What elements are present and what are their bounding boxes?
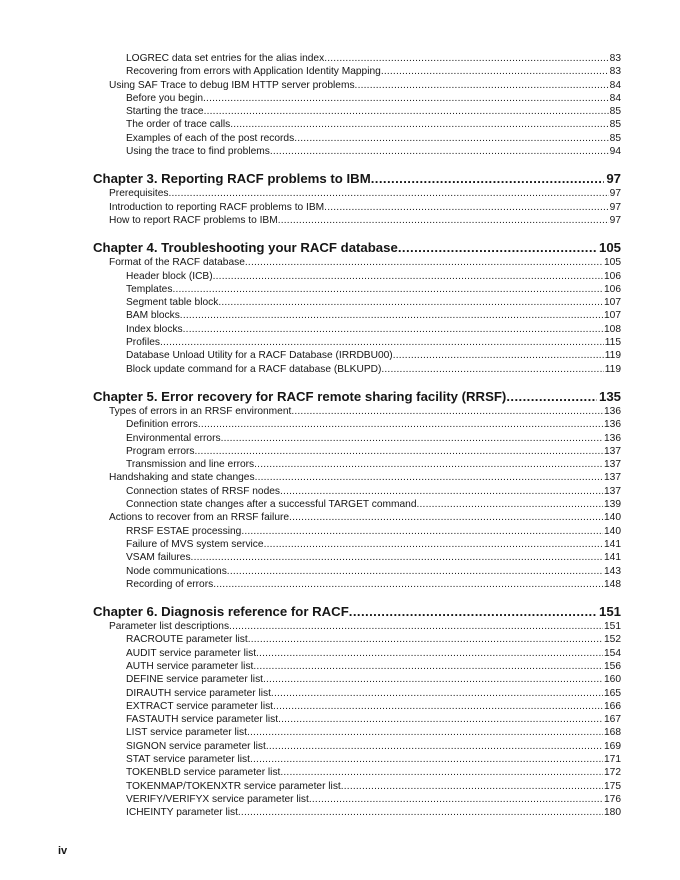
toc-entry-page: 97 [609,214,621,226]
toc-entry-page: 137 [604,485,621,497]
toc-entry-page: 94 [609,146,621,158]
dot-leader [204,105,609,118]
toc-entry-page: 167 [604,714,621,726]
toc-entry-page: 119 [604,350,621,362]
toc-entry-title: Node communications [126,565,227,577]
toc-entry-title: Transmission and line errors [126,459,255,471]
toc-entry-page: 139 [604,499,621,511]
chapter-spacer [93,591,621,604]
toc-entry[interactable] [93,766,621,779]
table-of-contents [93,52,621,820]
toc-entry-title: Connection states of RRSF nodes [126,485,281,497]
toc-entry-title: SIGNON service parameter list [126,740,266,752]
toc-entry-title: Handshaking and state changes [109,472,255,484]
toc-entry-page: 105 [604,257,621,269]
toc-entry-page: 171 [604,754,621,766]
toc-entry-page: 137 [604,445,621,457]
toc-entry-page: 135 [598,388,621,404]
toc-chapter-entry[interactable] [93,604,621,620]
toc-entry-title: Before you begin [126,92,204,104]
toc-entry[interactable] [93,336,621,349]
toc-entry-title: Environmental errors [126,432,221,444]
dot-leader [278,214,609,227]
toc-entry-page: 151 [598,604,621,620]
dot-leader [248,633,603,646]
dot-leader [264,538,603,551]
dot-leader [398,240,597,256]
dot-leader [191,551,603,564]
dot-leader [247,726,603,739]
toc-entry-page: 152 [604,634,621,646]
dot-leader [280,766,603,779]
toc-entry-page: 140 [604,525,621,537]
toc-entry-title: EXTRACT service parameter list [126,700,274,712]
dot-leader [241,525,603,538]
toc-entry-title: Chapter 5. Error recovery for RACF remote sharing facility (RRSF) [93,388,507,404]
toc-entry-title: Program errors [126,445,195,457]
toc-entry[interactable] [93,538,621,551]
toc-entry-title: BAM blocks [126,310,180,322]
dot-leader [221,432,603,445]
toc-entry-page: 165 [604,687,621,699]
toc-entry-title: AUDIT service parameter list [126,647,257,659]
toc-entry[interactable] [93,92,621,105]
toc-entry-title: Starting the trace [126,106,204,118]
toc-entry-title: Recovering from errors with Application Identity Mapping [126,66,381,78]
toc-entry-title: Definition errors [126,419,198,431]
toc-entry-page: 85 [609,132,621,144]
toc-entry-title: RACROUTE parameter list [126,634,248,646]
toc-entry-page: 137 [604,459,621,471]
toc-entry[interactable] [93,65,621,78]
toc-entry-page: 154 [604,647,621,659]
dot-leader [263,673,603,686]
dot-leader [280,485,603,498]
toc-entry[interactable] [93,418,621,431]
toc-entry-title: RRSF ESTAE processing [126,525,242,537]
chapter-spacer [93,376,621,389]
toc-entry-page: 84 [609,79,621,91]
dot-leader [203,92,609,105]
dot-leader [256,647,603,660]
toc-entry-page: 106 [604,283,621,295]
dot-leader [172,283,603,296]
toc-entry[interactable] [93,52,621,65]
toc-entry-page: 160 [604,674,621,686]
dot-leader [195,445,604,458]
toc-entry-title: Block update command for a RACF database (BLKUPD) [126,363,382,375]
toc-chapter-entry[interactable] [93,171,621,187]
dot-leader [381,363,603,376]
toc-entry[interactable] [93,726,621,739]
toc-entry-title: Profiles [126,337,160,349]
toc-entry-page: 180 [604,807,621,819]
toc-entry-page: 136 [604,405,621,417]
toc-entry-title: Chapter 6. Diagnosis reference for RACF [93,604,349,620]
toc-entry-page: 136 [604,432,621,444]
dot-leader [324,201,608,214]
toc-entry-page: 172 [604,767,621,779]
dot-leader [213,578,603,591]
dot-leader [253,660,603,673]
toc-entry-page: 106 [604,270,621,282]
toc-entry[interactable] [93,118,621,131]
toc-entry[interactable] [93,578,621,591]
toc-entry[interactable] [93,753,621,766]
toc-entry-title: Chapter 3. Reporting RACF problems to IBM [93,171,371,187]
toc-entry-page: 143 [604,565,621,577]
dot-leader [417,498,604,511]
toc-chapter-entry[interactable] [93,240,621,256]
toc-entry[interactable] [93,660,621,673]
toc-entry[interactable] [93,349,621,362]
toc-entry-title: Format of the RACF database [109,257,245,269]
dot-leader [198,418,603,431]
toc-entry-page: 141 [604,552,621,564]
toc-entry-title: VERIFY/VERIFYX service parameter list [126,793,309,805]
toc-entry-page: 97 [609,188,621,200]
toc-entry-title: Using SAF Trace to debug IBM HTTP server problems [109,79,355,91]
dot-leader [341,780,603,793]
toc-entry-title: Segment table block [126,297,219,309]
toc-entry[interactable] [93,511,621,524]
toc-entry[interactable] [93,105,621,118]
toc-entry-title: DIRAUTH service parameter list [126,687,271,699]
toc-entry-page: 107 [604,310,621,322]
toc-entry-title: DEFINE service parameter list [126,674,263,686]
dot-leader [381,65,609,78]
toc-entry-page: 166 [604,700,621,712]
toc-entry[interactable] [93,471,621,484]
dot-leader [227,565,603,578]
toc-entry-page: 168 [604,727,621,739]
toc-entry[interactable] [93,633,621,646]
dot-leader [270,145,609,158]
toc-entry-title: AUTH service parameter list [126,660,254,672]
toc-entry[interactable] [93,458,621,471]
dot-leader [168,187,608,200]
toc-entry-page: 140 [604,512,621,524]
dot-leader [349,604,597,620]
dot-leader [160,336,604,349]
toc-entry-page: 148 [604,578,621,590]
toc-entry[interactable] [93,214,621,227]
toc-entry-title: Parameter list descriptions [109,621,230,633]
toc-entry[interactable] [93,79,621,92]
toc-entry[interactable] [93,323,621,336]
toc-entry-page: 85 [609,119,621,131]
toc-entry-title: Introduction to reporting RACF problems to IBM [109,201,325,213]
toc-entry-title: VSAM failures [126,552,191,564]
toc-entry-page: 119 [604,363,621,375]
toc-entry[interactable] [93,806,621,819]
toc-entry[interactable] [93,145,621,158]
toc-entry-page: 151 [604,621,621,633]
toc-entry-page: 97 [609,201,621,213]
toc-entry[interactable] [93,432,621,445]
toc-entry-title: Recording of errors [126,578,214,590]
chapter-spacer [93,227,621,240]
toc-entry[interactable] [93,525,621,538]
toc-entry-page: 137 [604,472,621,484]
toc-entry-page: 176 [604,793,621,805]
toc-entry-title: Header block (ICB) [126,270,213,282]
toc-entry-title: TOKENMAP/TOKENXTR service parameter list [126,780,341,792]
toc-entry-title: Database Unload Utility for a RACF Database (IRRDBU00) [126,350,393,362]
toc-entry[interactable] [93,780,621,793]
toc-entry-page: 136 [604,419,621,431]
toc-entry-title: TOKENBLD service parameter list [126,767,281,779]
toc-entry-title: FASTAUTH service parameter list [126,714,279,726]
dot-leader [393,349,604,362]
toc-entry-page: 175 [604,780,621,792]
toc-entry[interactable] [93,296,621,309]
toc-entry[interactable] [93,270,621,283]
toc-entry[interactable] [93,283,621,296]
dot-leader [183,323,603,336]
toc-entry-title: How to report RACF problems to IBM [109,214,278,226]
toc-entry-page: 97 [606,171,621,187]
toc-entry-title: Types of errors in an RRSF environment [109,405,292,417]
toc-entry[interactable] [93,445,621,458]
toc-entry-title: Prerequisites [109,188,169,200]
page-number: iv [58,845,68,857]
toc-entry-page: 83 [609,66,621,78]
toc-entry[interactable] [93,187,621,200]
toc-entry-title: Templates [126,283,173,295]
toc-entry-page: 156 [604,660,621,672]
dot-leader [245,256,603,269]
toc-entry-title: ICHEINTY parameter list [126,807,238,819]
dot-leader [254,458,603,471]
toc-entry[interactable] [93,687,621,700]
dot-leader [230,118,608,131]
toc-entry[interactable] [93,551,621,564]
toc-entry-page: 115 [604,337,621,349]
dot-leader [213,270,603,283]
dot-leader [278,713,603,726]
dot-leader [255,471,603,484]
toc-entry-title: The order of trace calls [126,119,231,131]
dot-leader [506,389,597,405]
toc-chapter-entry[interactable] [93,389,621,405]
toc-entry[interactable] [93,485,621,498]
toc-entry[interactable] [93,673,621,686]
dot-leader [289,511,603,524]
toc-entry-title: Examples of each of the post records [126,132,295,144]
toc-entry-page: 107 [604,297,621,309]
toc-entry[interactable] [93,256,621,269]
toc-entry-page: 84 [609,92,621,104]
dot-leader [273,700,603,713]
dot-leader [324,52,608,65]
dot-leader [266,740,603,753]
toc-entry[interactable] [93,201,621,214]
toc-entry[interactable] [93,793,621,806]
toc-entry[interactable] [93,620,621,633]
toc-entry[interactable] [93,309,621,322]
toc-entry[interactable] [93,647,621,660]
toc-entry-page: 169 [604,740,621,752]
toc-entry-title: LIST service parameter list [126,727,247,739]
toc-entry[interactable] [93,132,621,145]
toc-entry-title: STAT service parameter list [126,754,250,766]
toc-entry[interactable] [93,713,621,726]
toc-entry-title: Using the trace to find problems [126,146,270,158]
toc-entry-page: 105 [598,240,621,256]
toc-entry[interactable] [93,405,621,418]
dot-leader [355,79,609,92]
toc-entry-title: Connection state changes after a successful TARGET command [126,499,417,511]
dot-leader [218,296,603,309]
toc-entry-page: 83 [609,53,621,64]
toc-entry-title: Index blocks [126,323,183,335]
dot-leader [238,806,603,819]
chapter-spacer [93,158,621,171]
dot-leader [271,687,603,700]
toc-entry-title: Actions to recover from an RRSF failure [109,512,290,524]
toc-entry[interactable] [93,740,621,753]
toc-entry[interactable] [93,700,621,713]
dot-leader [229,620,603,633]
dot-leader [294,132,608,145]
toc-entry-title: Failure of MVS system service [126,538,264,550]
toc-entry-page: 108 [604,323,621,335]
dot-leader [309,793,603,806]
toc-entry-title: Chapter 4. Troubleshooting your RACF database [93,240,398,256]
toc-entry-page: 85 [609,106,621,118]
toc-entry[interactable] [93,565,621,578]
dot-leader [291,405,603,418]
toc-entry[interactable] [93,363,621,376]
toc-entry[interactable] [93,498,621,511]
dot-leader [371,171,605,187]
dot-leader [250,753,603,766]
dot-leader [180,309,603,322]
toc-entry-page: 141 [604,538,621,550]
toc-entry-title: LOGREC data set entries for the alias index [126,53,325,64]
